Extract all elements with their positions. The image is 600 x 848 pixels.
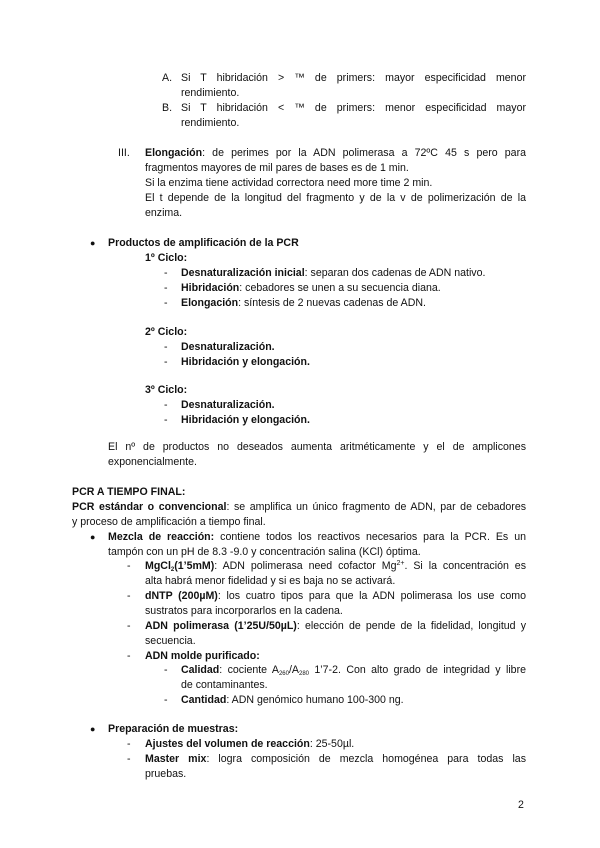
- polymerase-line2: secuencia.: [145, 635, 196, 647]
- cycle3-title: 3º Ciclo:: [145, 384, 188, 396]
- hybridization-a-line2: rendimiento.: [181, 87, 240, 99]
- cycle2-item1: Desnaturalización.: [181, 341, 275, 353]
- mgcl2-line1: MgCl$_2$(1’5mM): ADN polimerasa need cofactor $Mg^{2+}$. Si la concentración es: [145, 560, 526, 573]
- dash: -: [164, 267, 168, 279]
- polymerase-line1: ADN polimerasa (1’25U/50µL): elección de pende de la fidelidad, longitud y: [145, 620, 526, 632]
- quality-line2: de contaminantes.: [181, 679, 268, 691]
- elongation-line3: Si la enzima tiene actividad correctora need more time 2 min.: [145, 177, 433, 189]
- cycle3-item1: Desnaturalización.: [181, 399, 275, 411]
- dash: -: [164, 694, 168, 706]
- list-marker: B.: [162, 102, 173, 114]
- final-standard-line2: y proceso de amplificación a tiempo final.: [72, 516, 266, 528]
- prep-heading: Preparación de muestras:: [108, 723, 239, 735]
- dash: -: [164, 282, 168, 294]
- list-marker: A.: [162, 72, 173, 84]
- elongation-line5: enzima.: [145, 207, 183, 219]
- elongation-line4: El t depende de la longitud del fragmento y de la v de polimerización de la: [145, 192, 526, 204]
- cycle1-title: 1º Ciclo:: [145, 252, 188, 264]
- cycle2-item2: Hibridación y elongación.: [181, 356, 310, 368]
- dntp-line1: dNTP (200µM): los cuatro tipos para que la ADN polimerasa los use como: [145, 590, 526, 602]
- dash: -: [127, 738, 131, 750]
- products-heading: Productos de amplificación de la PCR: [108, 237, 299, 249]
- dash: -: [164, 356, 168, 368]
- mix-line1: Mezcla de reacción: contiene todos los reactivos necesarios para la PCR. Es un: [108, 531, 526, 543]
- dash: -: [127, 620, 131, 632]
- mgcl2-line2: alta habrá menor fidelidad y si es baja no se activará.: [145, 575, 396, 587]
- dash: -: [164, 341, 168, 353]
- mix-line2: tampón con un pH de 8.3 -9.0 y concentración salina (KCl) óptima.: [108, 546, 421, 558]
- dash: -: [164, 414, 168, 426]
- cycle1-item1: Desnaturalización inicial: separan dos cadenas de ADN nativo.: [181, 267, 486, 279]
- bullet: ●: [90, 238, 96, 248]
- dntp-line2: sustratos para incorporarlos en la cadena.: [145, 605, 343, 617]
- prep-item1: Ajustes del volumen de reacción: 25-50µl.: [145, 738, 355, 750]
- quantity-line: Cantidad: ADN genómico humano 100-300 ng.: [181, 694, 404, 706]
- cycle1-item2: Hibridación: cebadores se unen a su secuencia diana.: [181, 282, 441, 294]
- cycle2-title: 2º Ciclo:: [145, 326, 188, 338]
- bullet: ●: [90, 532, 96, 542]
- dash: -: [127, 590, 131, 602]
- final-heading: PCR A TIEMPO FINAL:: [72, 486, 186, 498]
- bullet: ●: [90, 724, 96, 734]
- products-note-line1: El nº de productos no deseados aumenta aritméticamente y el de amplicones: [108, 441, 526, 453]
- dash: -: [164, 664, 168, 676]
- dash: -: [164, 297, 168, 309]
- template-heading: ADN molde purificado:: [145, 650, 260, 662]
- dash: -: [127, 650, 131, 662]
- elongation-line1: [145, 146, 526, 161]
- elongation-line2: fragmentos mayores de mil pares de bases es de 1 min.: [145, 162, 409, 174]
- products-note-line2: exponencialmente.: [108, 456, 197, 468]
- cycle3-item2: Hibridación y elongación.: [181, 414, 310, 426]
- elongation-title: Elongación: [145, 147, 203, 159]
- prep-item2-line1: Master mix: logra composición de mezcla homogénea para todas las: [145, 753, 526, 765]
- dash: -: [127, 560, 131, 572]
- page-number: 2: [518, 799, 524, 811]
- elongation-text: : de perimes por la ADN polimerasa a 72ºC 45 s pero para: [202, 147, 526, 159]
- dash: -: [127, 753, 131, 765]
- dash: -: [164, 399, 168, 411]
- prep-item2-line2: pruebas.: [145, 768, 187, 780]
- list-marker: III.: [118, 147, 130, 159]
- cycle1-item3: Elongación: síntesis de 2 nuevas cadenas de ADN.: [181, 297, 426, 309]
- hybridization-b-line2: rendimiento.: [181, 117, 240, 129]
- final-standard-line1: PCR estándar o convencional: se amplifica un único fragmento de ADN, par de cebadores: [72, 501, 527, 513]
- quality-line1: Calidad: cociente $A_{260}/A_{280}$ 1’7-2. Con alto grado de integridad y libre: [181, 664, 526, 677]
- hybridization-b-line1: Si T hibridación < ™ de primers: menor especificidad mayor: [181, 102, 526, 114]
- hybridization-a-line1: Si T hibridación > ™ de primers: mayor especificidad menor: [181, 72, 526, 84]
